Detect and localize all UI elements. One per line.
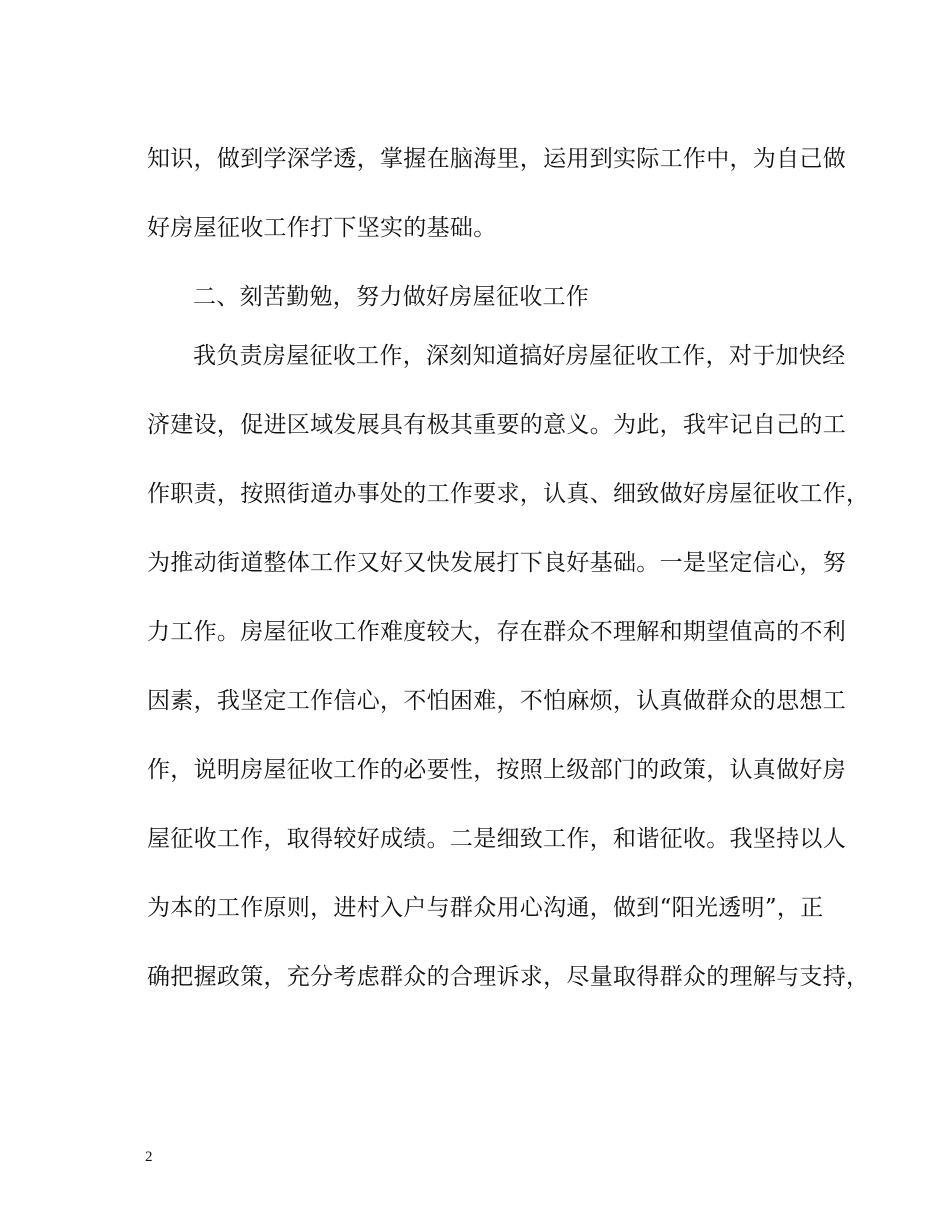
body-text-line: 济建设，促进区域发展具有极其重要的意义。为此，我牢记自己的工 [147,412,846,438]
section-heading: 二、刻苦勤勉，努力做好房屋征收工作 [193,284,590,310]
body-text-line: 力工作。房屋征收工作难度较大，存在群众不理解和期望值高的不利 [147,619,846,645]
body-text-line: 为本的工作原则，进村入户与群众用心沟通，做到“阳光透明”，正 [147,895,824,921]
body-text-line: 确把握政策，充分考虑群众的合理诉求，尽量取得群众的理解与支持， [147,964,870,990]
body-text-line: 作职责，按照街道办事处的工作要求，认真、细致做好房屋征收工作， [147,481,870,507]
page-number: 2 [145,1149,153,1165]
body-text-line: 好房屋征收工作打下坚实的基础。 [147,215,497,241]
body-text-line: 为推动街道整体工作又好又快发展打下良好基础。一是坚定信心，努 [147,550,846,576]
body-text-line: 屋征收工作，取得较好成绩。二是细致工作，和谐征收。我坚持以人 [147,826,846,852]
body-text-line: 知识，做到学深学透，掌握在脑海里，运用到实际工作中，为自己做 [147,146,846,172]
body-text-line: 我负责房屋征收工作，深刻知道搞好房屋征收工作，对于加快经 [193,343,846,369]
body-text-line: 作，说明房屋征收工作的必要性，按照上级部门的政策，认真做好房 [147,757,846,783]
body-text-line: 因素，我坚定工作信心，不怕困难，不怕麻烦，认真做群众的思想工 [147,688,846,714]
